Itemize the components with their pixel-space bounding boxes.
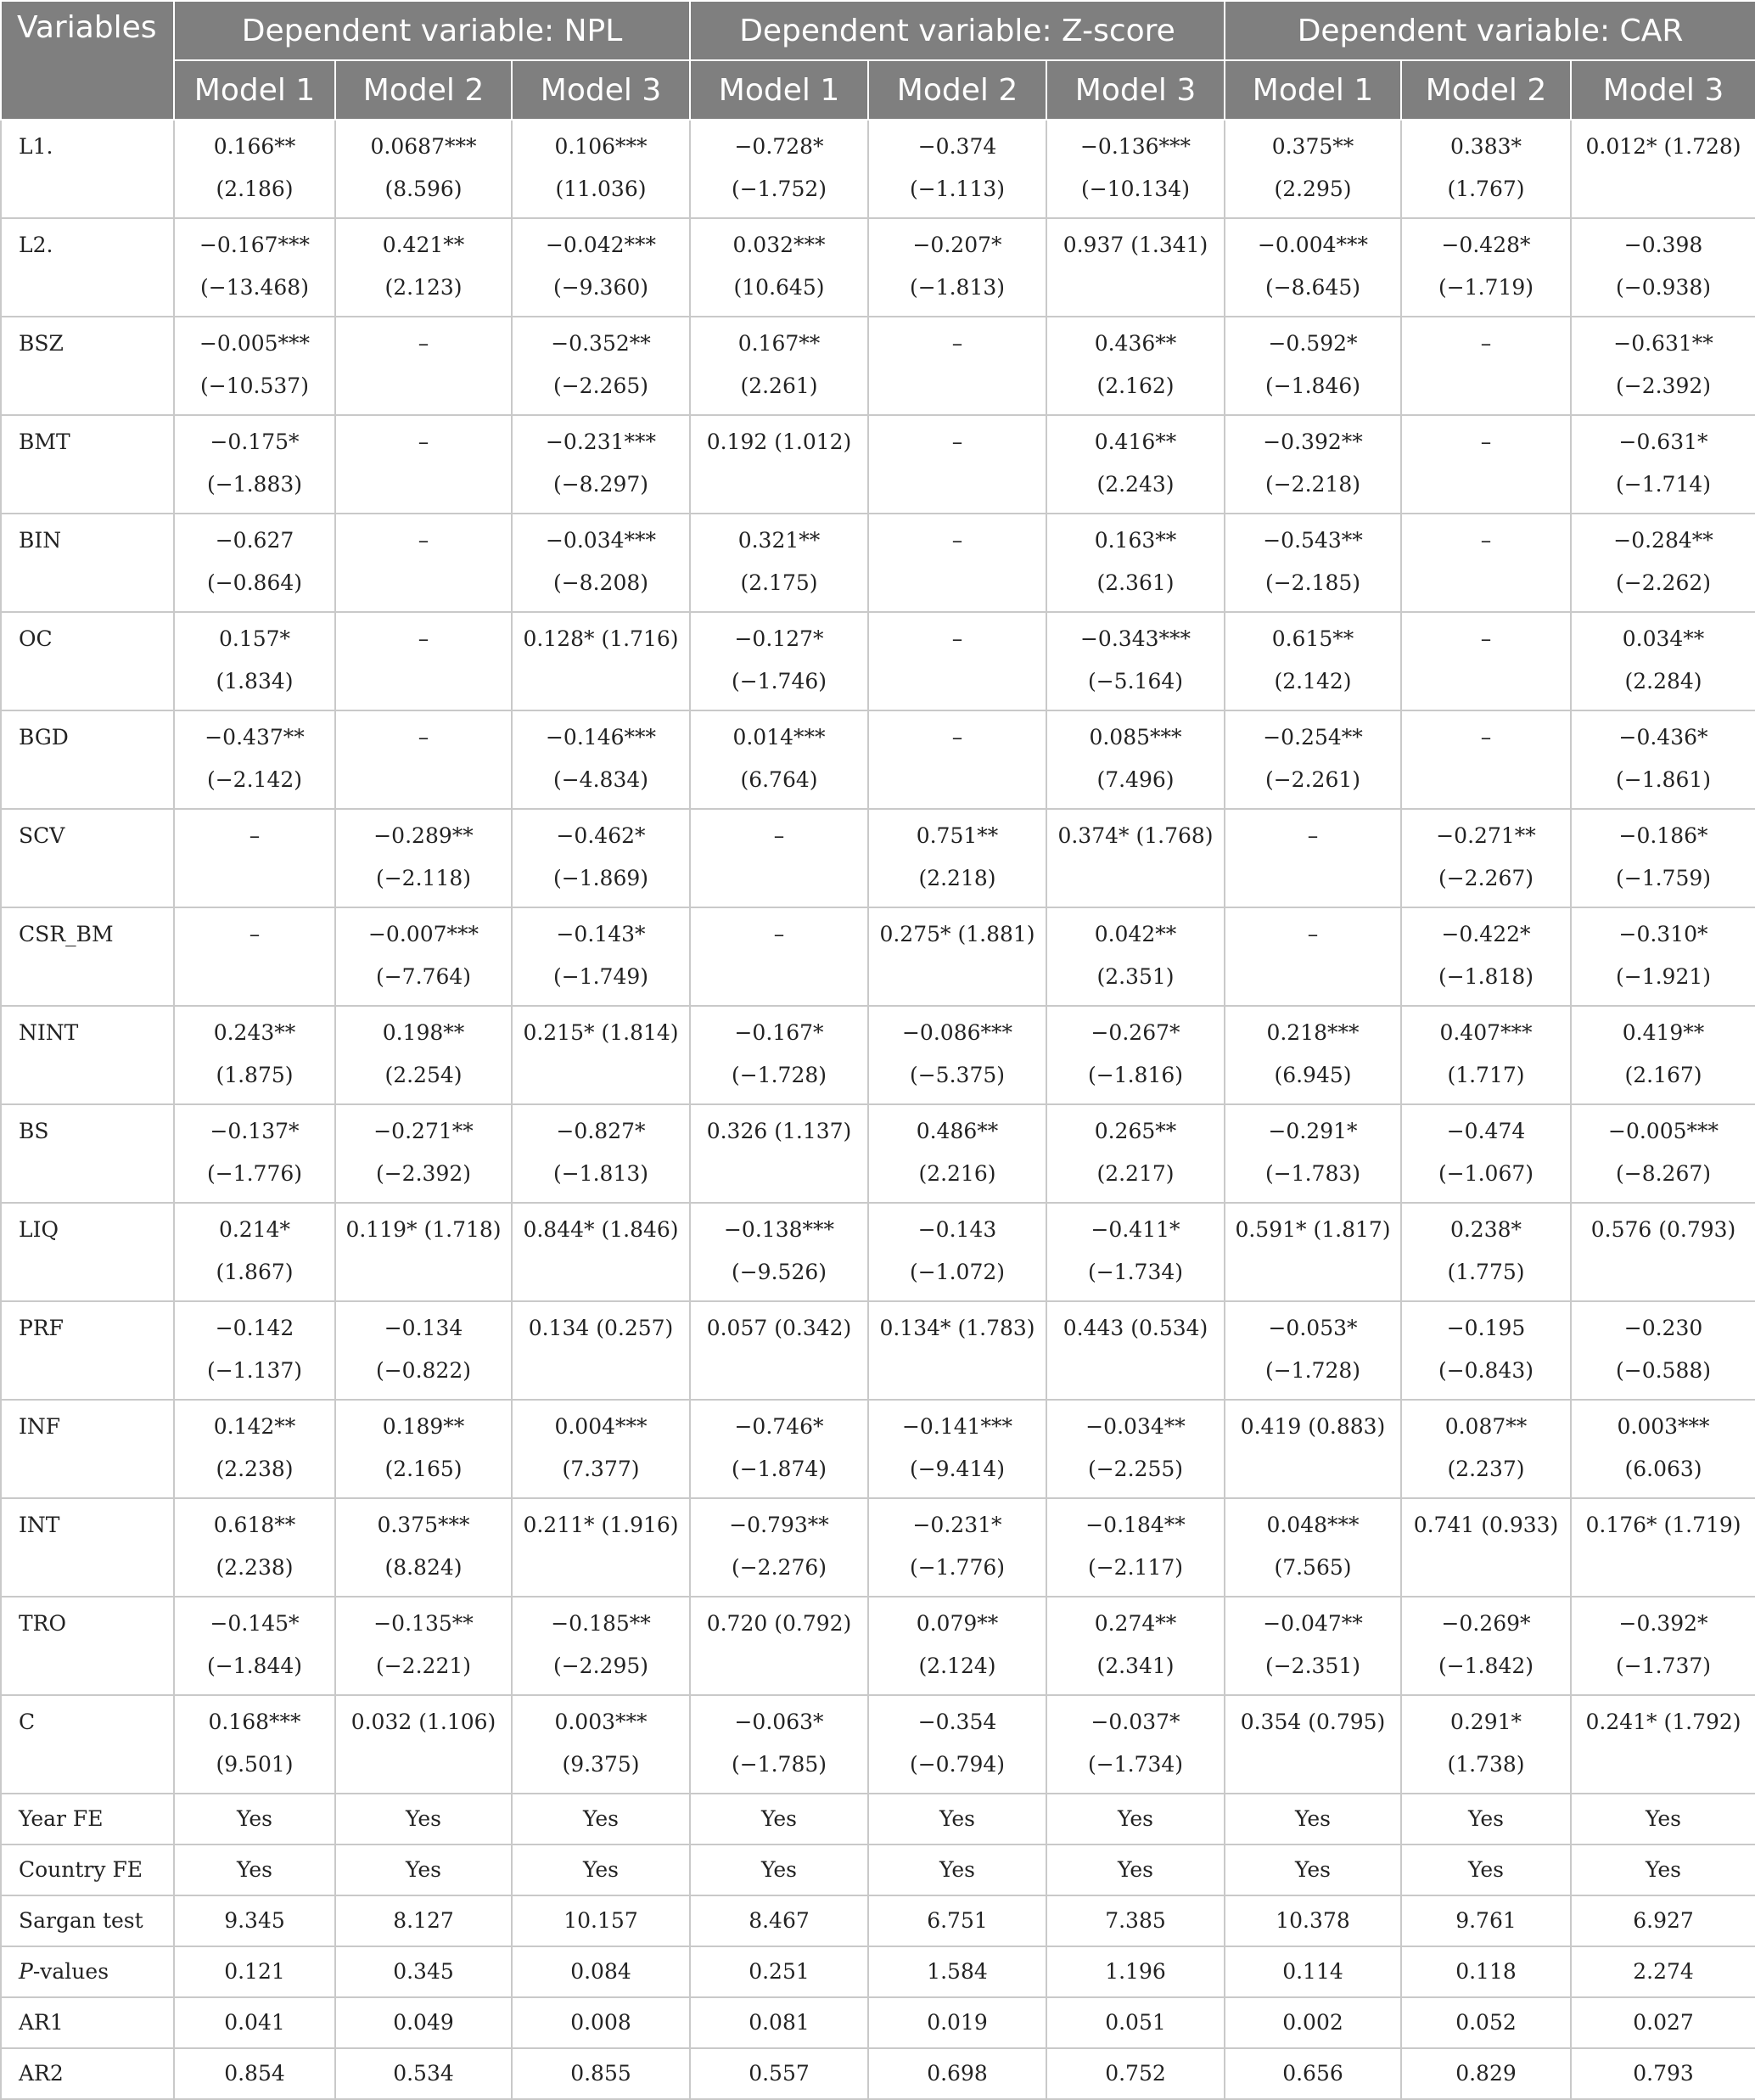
table-row: [1, 1301, 1755, 1400]
table-cell: 0.854: [174, 2048, 335, 2099]
table-cell: −0.135** (−2.221): [335, 1597, 512, 1695]
table-row: [1, 1845, 1755, 1895]
table-cell: −0.086*** (−5.375): [868, 1006, 1046, 1104]
table-cell: 0.042** (2.351): [1046, 907, 1225, 1006]
model-header: Model 3: [1046, 60, 1225, 120]
table-row: [1, 317, 1755, 415]
table-cell: −0.746* (−1.874): [690, 1400, 868, 1498]
table-cell: −0.793** (−2.276): [690, 1498, 868, 1597]
table-cell: 0.079** (2.124): [868, 1597, 1046, 1695]
table-cell: –: [1225, 907, 1401, 1006]
table-cell: 0.656: [1225, 2048, 1401, 2099]
table-cell: 1.196: [1046, 1946, 1225, 1997]
table-cell: −0.627 (−0.864): [174, 514, 335, 612]
table-cell: Yes: [1046, 1845, 1225, 1895]
row-label: TRO: [1, 1597, 174, 1695]
table-cell: 0.041: [174, 1997, 335, 2048]
table-cell: 0.176* (1.719): [1571, 1498, 1755, 1597]
table-cell: 0.752: [1046, 2048, 1225, 2099]
table-cell: –: [1401, 415, 1571, 514]
row-label: BMT: [1, 415, 174, 514]
table-cell: –: [690, 907, 868, 1006]
table-cell: −0.143* (−1.749): [512, 907, 690, 1006]
table-cell: 0.534: [335, 2048, 512, 2099]
table-cell: 0.345: [335, 1946, 512, 1997]
table-row: [1, 710, 1755, 809]
table-cell: 0.238* (1.775): [1401, 1203, 1571, 1301]
table-cell: −0.138*** (−9.526): [690, 1203, 868, 1301]
table-cell: 0.251: [690, 1946, 868, 1997]
table-cell: −0.428* (−1.719): [1401, 218, 1571, 317]
model-header: Model 3: [1571, 60, 1755, 120]
table-cell: 0.128* (1.716): [512, 612, 690, 710]
table-cell: −0.291* (−1.783): [1225, 1104, 1401, 1203]
model-header: Model 3: [512, 60, 690, 120]
table-cell: –: [868, 317, 1046, 415]
row-label: AR1: [1, 1997, 174, 2048]
table-cell: −0.186* (−1.759): [1571, 809, 1755, 907]
table-cell: −0.392* (−1.737): [1571, 1597, 1755, 1695]
table-cell: −0.254** (−2.261): [1225, 710, 1401, 809]
table-cell: 0.142** (2.238): [174, 1400, 335, 1498]
table-cell: −0.436* (−1.861): [1571, 710, 1755, 809]
table-cell: 0.157* (1.834): [174, 612, 335, 710]
row-label: C: [1, 1695, 174, 1794]
table-cell: 0.436** (2.162): [1046, 317, 1225, 415]
table-cell: Yes: [1401, 1794, 1571, 1845]
table-cell: −0.063* (−1.785): [690, 1695, 868, 1794]
table-cell: 0.557: [690, 2048, 868, 2099]
table-cell: −0.343*** (−5.164): [1046, 612, 1225, 710]
table-row: [1, 1997, 1755, 2048]
row-label: AR2: [1, 2048, 174, 2099]
table-cell: 6.927: [1571, 1895, 1755, 1946]
table-cell: 0.419** (2.167): [1571, 1006, 1755, 1104]
table-cell: −0.034*** (−8.208): [512, 514, 690, 612]
table-cell: −0.005*** (−8.267): [1571, 1104, 1755, 1203]
table-cell: −0.422* (−1.818): [1401, 907, 1571, 1006]
table-cell: 0.374* (1.768): [1046, 809, 1225, 907]
table-cell: −0.267* (−1.816): [1046, 1006, 1225, 1104]
table-cell: –: [690, 809, 868, 907]
table-cell: −0.042*** (−9.360): [512, 218, 690, 317]
table-cell: 0.844* (1.846): [512, 1203, 690, 1301]
group-header-car: Dependent variable: CAR: [1225, 1, 1755, 60]
table-cell: −0.185** (−2.295): [512, 1597, 690, 1695]
table-cell: Yes: [512, 1845, 690, 1895]
table-cell: −0.034** (−2.255): [1046, 1400, 1225, 1498]
table-cell: 0.275* (1.881): [868, 907, 1046, 1006]
table-cell: –: [174, 907, 335, 1006]
table-cell: 1.584: [868, 1946, 1046, 1997]
table-cell: −0.462* (−1.869): [512, 809, 690, 907]
table-cell: Yes: [690, 1794, 868, 1845]
table-cell: 0.085*** (7.496): [1046, 710, 1225, 809]
table-row: [1, 809, 1755, 907]
table-cell: 0.057 (0.342): [690, 1301, 868, 1400]
table-cell: 0.741 (0.933): [1401, 1498, 1571, 1597]
table-cell: −0.037* (−1.734): [1046, 1695, 1225, 1794]
table-cell: 0.615** (2.142): [1225, 612, 1401, 710]
table-cell: 0.019: [868, 1997, 1046, 2048]
table-cell: Yes: [335, 1845, 512, 1895]
table-cell: −0.142 (−1.137): [174, 1301, 335, 1400]
table-cell: 0.192 (1.012): [690, 415, 868, 514]
table-cell: −0.827* (−1.813): [512, 1104, 690, 1203]
table-cell: −0.352** (−2.265): [512, 317, 690, 415]
table-cell: 2.274: [1571, 1946, 1755, 1997]
table-cell: 0.214* (1.867): [174, 1203, 335, 1301]
table-cell: –: [335, 317, 512, 415]
table-cell: −0.195 (−0.843): [1401, 1301, 1571, 1400]
table-cell: 0.829: [1401, 2048, 1571, 2099]
table-cell: 10.157: [512, 1895, 690, 1946]
table-row: [1, 612, 1755, 710]
group-header-npl: Dependent variable: NPL: [174, 1, 690, 60]
table-cell: −0.231*** (−8.297): [512, 415, 690, 514]
table-cell: −0.141*** (−9.414): [868, 1400, 1046, 1498]
table-cell: Yes: [690, 1845, 868, 1895]
model-header: Model 1: [1225, 60, 1401, 120]
table-cell: 0.591* (1.817): [1225, 1203, 1401, 1301]
table-row: [1, 120, 1755, 218]
table-cell: 0.034** (2.284): [1571, 612, 1755, 710]
table-cell: 0.014*** (6.764): [690, 710, 868, 809]
table-cell: 8.127: [335, 1895, 512, 1946]
table-cell: 0.027: [1571, 1997, 1755, 2048]
table-cell: −0.004*** (−8.645): [1225, 218, 1401, 317]
table-cell: –: [1401, 710, 1571, 809]
table-cell: 0.326 (1.137): [690, 1104, 868, 1203]
table-cell: −0.146*** (−4.834): [512, 710, 690, 809]
row-label: L1.: [1, 120, 174, 218]
table-cell: –: [335, 710, 512, 809]
table-cell: −0.631** (−2.392): [1571, 317, 1755, 415]
table-cell: Yes: [1401, 1845, 1571, 1895]
table-cell: 0.375*** (8.824): [335, 1498, 512, 1597]
table-cell: 0.618** (2.238): [174, 1498, 335, 1597]
table-header: [1, 1, 1755, 120]
table-row: [1, 1597, 1755, 1695]
table-cell: −0.137* (−1.776): [174, 1104, 335, 1203]
table-cell: 0.106*** (11.036): [512, 120, 690, 218]
table-cell: –: [1401, 317, 1571, 415]
row-label: CSR_BM: [1, 907, 174, 1006]
table-cell: −0.474 (−1.067): [1401, 1104, 1571, 1203]
table-cell: 0.354 (0.795): [1225, 1695, 1401, 1794]
table-cell: 0.421** (2.123): [335, 218, 512, 317]
table-cell: 0.0687*** (8.596): [335, 120, 512, 218]
table-cell: −0.284** (−2.262): [1571, 514, 1755, 612]
table-cell: 0.241* (1.792): [1571, 1695, 1755, 1794]
row-label: LIQ: [1, 1203, 174, 1301]
table-row: [1, 1695, 1755, 1794]
table-cell: −0.631* (−1.714): [1571, 415, 1755, 514]
table-cell: 6.751: [868, 1895, 1046, 1946]
table-cell: −0.134 (−0.822): [335, 1301, 512, 1400]
row-label-italic: P: [19, 1959, 33, 1984]
table-cell: −0.310* (−1.921): [1571, 907, 1755, 1006]
table-cell: 0.134 (0.257): [512, 1301, 690, 1400]
table-cell: 0.012* (1.728): [1571, 120, 1755, 218]
table-cell: −0.207* (−1.813): [868, 218, 1046, 317]
table-cell: 0.118: [1401, 1946, 1571, 1997]
table-cell: −0.271** (−2.267): [1401, 809, 1571, 907]
table-cell: 0.003*** (6.063): [1571, 1400, 1755, 1498]
table-cell: 0.003*** (9.375): [512, 1695, 690, 1794]
table-cell: 0.321** (2.175): [690, 514, 868, 612]
table-cell: –: [868, 415, 1046, 514]
table-cell: 0.443 (0.534): [1046, 1301, 1225, 1400]
table-cell: 0.243** (1.875): [174, 1006, 335, 1104]
table-cell: 0.134* (1.783): [868, 1301, 1046, 1400]
table-cell: Yes: [1571, 1845, 1755, 1895]
table-row: [1, 1895, 1755, 1946]
table-cell: −0.411* (−1.734): [1046, 1203, 1225, 1301]
table-cell: 0.274** (2.341): [1046, 1597, 1225, 1695]
table-cell: 0.119* (1.718): [335, 1203, 512, 1301]
row-label: NINT: [1, 1006, 174, 1104]
table-cell: 0.486** (2.216): [868, 1104, 1046, 1203]
model-header: Model 1: [174, 60, 335, 120]
table-cell: 0.698: [868, 2048, 1046, 2099]
table-cell: Yes: [1046, 1794, 1225, 1845]
table-row: [1, 218, 1755, 317]
row-label: L2.: [1, 218, 174, 317]
table-cell: −0.437** (−2.142): [174, 710, 335, 809]
row-label-rest: -values: [32, 1959, 109, 1984]
row-label: BGD: [1, 710, 174, 809]
table-cell: 0.215* (1.814): [512, 1006, 690, 1104]
table-cell: −0.127* (−1.746): [690, 612, 868, 710]
table-cell: –: [335, 514, 512, 612]
table-cell: 0.114: [1225, 1946, 1401, 1997]
table-cell: 0.407*** (1.717): [1401, 1006, 1571, 1104]
table-cell: –: [868, 612, 1046, 710]
table-cell: 0.081: [690, 1997, 868, 2048]
table-cell: 0.265** (2.217): [1046, 1104, 1225, 1203]
table-cell: 0.002: [1225, 1997, 1401, 2048]
table-cell: 10.378: [1225, 1895, 1401, 1946]
table-cell: −0.053* (−1.728): [1225, 1301, 1401, 1400]
group-header-zscore: Dependent variable: Z-score: [690, 1, 1225, 60]
table-row: [1, 1946, 1755, 1997]
table-row: [1, 2048, 1755, 2099]
table-cell: Yes: [174, 1794, 335, 1845]
row-label: Year FE: [1, 1794, 174, 1845]
table-cell: −0.289** (−2.118): [335, 809, 512, 907]
table-cell: −0.728* (−1.752): [690, 120, 868, 218]
table-cell: Yes: [868, 1845, 1046, 1895]
table-cell: –: [868, 514, 1046, 612]
table-cell: –: [868, 710, 1046, 809]
table-cell: −0.005*** (−10.537): [174, 317, 335, 415]
table-cell: –: [1401, 612, 1571, 710]
table-cell: 0.032*** (10.645): [690, 218, 868, 317]
table-body: [1, 120, 1755, 2099]
table-cell: 0.189** (2.165): [335, 1400, 512, 1498]
row-label: INF: [1, 1400, 174, 1498]
table-cell: Yes: [174, 1845, 335, 1895]
row-label: PRF: [1, 1301, 174, 1400]
table-cell: 0.168*** (9.501): [174, 1695, 335, 1794]
table-cell: 0.383* (1.767): [1401, 120, 1571, 218]
table-cell: −0.145* (−1.844): [174, 1597, 335, 1695]
row-label: Sargan test: [1, 1895, 174, 1946]
table-row: [1, 415, 1755, 514]
table-cell: 9.761: [1401, 1895, 1571, 1946]
table-cell: −0.392** (−2.218): [1225, 415, 1401, 514]
table-cell: 0.121: [174, 1946, 335, 1997]
table-cell: 0.167** (2.261): [690, 317, 868, 415]
group-header-row: [1, 1, 1755, 60]
table-cell: −0.354 (−0.794): [868, 1695, 1046, 1794]
table-cell: 0.937 (1.341): [1046, 218, 1225, 317]
table-cell: 0.218*** (6.945): [1225, 1006, 1401, 1104]
table-cell: 0.211* (1.916): [512, 1498, 690, 1597]
table-row: [1, 514, 1755, 612]
table-cell: 0.720 (0.792): [690, 1597, 868, 1695]
table-row: [1, 907, 1755, 1006]
table-cell: 0.291* (1.738): [1401, 1695, 1571, 1794]
table-cell: −0.269* (−1.842): [1401, 1597, 1571, 1695]
model-header: Model 2: [1401, 60, 1571, 120]
table-cell: −0.230 (−0.588): [1571, 1301, 1755, 1400]
row-label: BSZ: [1, 317, 174, 415]
table-cell: −0.231* (−1.776): [868, 1498, 1046, 1597]
table-cell: 0.052: [1401, 1997, 1571, 2048]
table-cell: 0.008: [512, 1997, 690, 2048]
table-cell: 8.467: [690, 1895, 868, 1946]
table-cell: –: [1225, 809, 1401, 907]
table-cell: −0.374 (−1.113): [868, 120, 1046, 218]
table-cell: –: [174, 809, 335, 907]
row-label: SCV: [1, 809, 174, 907]
table-cell: 0.166** (2.186): [174, 120, 335, 218]
table-row: [1, 1203, 1755, 1301]
table-cell: 0.198** (2.254): [335, 1006, 512, 1104]
model-header-row: [1, 60, 1755, 120]
row-label: Country FE: [1, 1845, 174, 1895]
table-cell: 0.419 (0.883): [1225, 1400, 1401, 1498]
table-row: [1, 1104, 1755, 1203]
table-cell: Yes: [1225, 1794, 1401, 1845]
row-label: OC: [1, 612, 174, 710]
table-cell: Yes: [1571, 1794, 1755, 1845]
table-cell: –: [335, 612, 512, 710]
row-label: BS: [1, 1104, 174, 1203]
table-cell: 0.375** (2.295): [1225, 120, 1401, 218]
table-cell: 0.163** (2.361): [1046, 514, 1225, 612]
table-cell: 0.576 (0.793): [1571, 1203, 1755, 1301]
table-cell: −0.136*** (−10.134): [1046, 120, 1225, 218]
table-cell: Yes: [868, 1794, 1046, 1845]
table-row: [1, 1400, 1755, 1498]
table-cell: 0.004*** (7.377): [512, 1400, 690, 1498]
table-row: [1, 1794, 1755, 1845]
table-cell: −0.047** (−2.351): [1225, 1597, 1401, 1695]
row-label: INT: [1, 1498, 174, 1597]
table-cell: 9.345: [174, 1895, 335, 1946]
table-cell: −0.271** (−2.392): [335, 1104, 512, 1203]
table-cell: −0.592* (−1.846): [1225, 317, 1401, 415]
table-cell: −0.184** (−2.117): [1046, 1498, 1225, 1597]
table-cell: 0.855: [512, 2048, 690, 2099]
table-cell: Yes: [512, 1794, 690, 1845]
table-cell: –: [1401, 514, 1571, 612]
model-header: Model 2: [335, 60, 512, 120]
table-cell: −0.167*** (−13.468): [174, 218, 335, 317]
table-cell: 0.751** (2.218): [868, 809, 1046, 907]
table-cell: 0.049: [335, 1997, 512, 2048]
table-cell: 0.087** (2.237): [1401, 1400, 1571, 1498]
table-cell: −0.167* (−1.728): [690, 1006, 868, 1104]
table-cell: Yes: [1225, 1845, 1401, 1895]
table-cell: Yes: [335, 1794, 512, 1845]
table-cell: −0.543** (−2.185): [1225, 514, 1401, 612]
model-header: Model 1: [690, 60, 868, 120]
model-header: Model 2: [868, 60, 1046, 120]
table-cell: –: [335, 415, 512, 514]
table-cell: −0.143 (−1.072): [868, 1203, 1046, 1301]
table-cell: −0.007*** (−7.764): [335, 907, 512, 1006]
row-label: BIN: [1, 514, 174, 612]
table-cell: 7.385: [1046, 1895, 1225, 1946]
table-cell: 0.051: [1046, 1997, 1225, 2048]
variables-header: Variables: [1, 1, 174, 120]
table-cell: −0.175* (−1.883): [174, 415, 335, 514]
table-cell: −0.398 (−0.938): [1571, 218, 1755, 317]
table-cell: 0.416** (2.243): [1046, 415, 1225, 514]
table-cell: 0.032 (1.106): [335, 1695, 512, 1794]
table-cell: 0.793: [1571, 2048, 1755, 2099]
table-cell: 0.084: [512, 1946, 690, 1997]
table-cell: 0.048*** (7.565): [1225, 1498, 1401, 1597]
table-row: [1, 1498, 1755, 1597]
row-label: [1, 1946, 174, 1997]
table-row: [1, 1006, 1755, 1104]
